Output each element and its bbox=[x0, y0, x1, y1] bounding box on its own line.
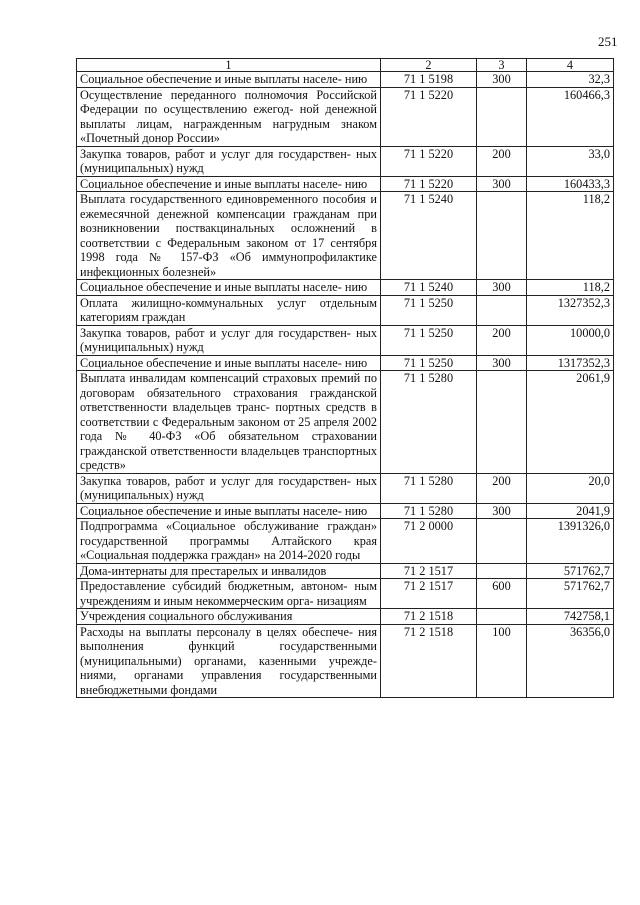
row-name: Оплата жилищно-коммунальных услуг отдельным категориям граждан bbox=[77, 295, 381, 325]
table-row bbox=[77, 371, 614, 474]
row-code: 71 1 5240 bbox=[381, 280, 477, 296]
row-name: Выплата государственного единовременного пособия и ежемесячной денежной компенсации гражданам при возникновении поствакцинальных осложнений в соответствии с Федеральным законом от 17 сентября 1998 года № 157-ФЗ «Об иммунопрофилактике инфекционных болезней» bbox=[77, 192, 381, 280]
row-expense-type bbox=[477, 609, 527, 625]
row-expense-type: 600 bbox=[477, 579, 527, 609]
table-row bbox=[77, 609, 614, 625]
header-col-1: 1 bbox=[77, 59, 381, 72]
table-row bbox=[77, 579, 614, 609]
row-expense-type bbox=[477, 192, 527, 280]
row-sum: 32,3 bbox=[527, 72, 614, 88]
row-code: 71 1 5220 bbox=[381, 146, 477, 176]
row-expense-type bbox=[477, 371, 527, 474]
budget-table bbox=[76, 58, 614, 698]
row-expense-type: 300 bbox=[477, 355, 527, 371]
row-sum: 10000,0 bbox=[527, 325, 614, 355]
row-sum: 2041,9 bbox=[527, 503, 614, 519]
row-sum: 20,0 bbox=[527, 473, 614, 503]
row-name: Социальное обеспечение и иные выплаты населе- нию bbox=[77, 503, 381, 519]
row-sum: 1327352,3 bbox=[527, 295, 614, 325]
table-row bbox=[77, 624, 614, 698]
row-code: 71 1 5280 bbox=[381, 473, 477, 503]
row-name: Дома-интернаты для престарелых и инвалидов bbox=[77, 563, 381, 579]
row-expense-type bbox=[477, 563, 527, 579]
row-code: 71 2 1517 bbox=[381, 563, 477, 579]
row-sum: 36356,0 bbox=[527, 624, 614, 698]
header-col-4: 4 bbox=[527, 59, 614, 72]
row-name: Расходы на выплаты персоналу в целях обеспече- ния выполнения функций государственными (муниципальными) органами, казенными учрежде- ниями, органами управления государственными внебюджетными фондами bbox=[77, 624, 381, 698]
row-expense-type: 300 bbox=[477, 280, 527, 296]
table-row bbox=[77, 146, 614, 176]
row-name: Социальное обеспечение и иные выплаты населе- нию bbox=[77, 280, 381, 296]
row-expense-type: 200 bbox=[477, 146, 527, 176]
row-sum: 1317352,3 bbox=[527, 355, 614, 371]
row-code: 71 1 5220 bbox=[381, 176, 477, 192]
row-name: Предоставление субсидий бюджетным, автоном- ным учреждениям и иным некоммерческим орга- низациям bbox=[77, 579, 381, 609]
table-row bbox=[77, 72, 614, 88]
row-expense-type bbox=[477, 295, 527, 325]
row-code: 71 1 5250 bbox=[381, 355, 477, 371]
row-sum: 160433,3 bbox=[527, 176, 614, 192]
row-code: 71 1 5250 bbox=[381, 295, 477, 325]
table-row bbox=[77, 280, 614, 296]
page-number: 251 bbox=[598, 34, 618, 49]
row-code: 71 1 5240 bbox=[381, 192, 477, 280]
row-name: Учреждения социального обслуживания bbox=[77, 609, 381, 625]
table-row bbox=[77, 503, 614, 519]
row-expense-type bbox=[477, 519, 527, 564]
table-row bbox=[77, 473, 614, 503]
header-row bbox=[77, 59, 614, 72]
header-col-2: 2 bbox=[381, 59, 477, 72]
row-expense-type: 200 bbox=[477, 473, 527, 503]
table-row bbox=[77, 563, 614, 579]
table-row bbox=[77, 87, 614, 146]
row-name: Осуществление переданного полномочия Российской Федерации по осуществлению ежегод- ной денежной выплаты лицам, награжденным нагрудным знаком «Почетный донор России» bbox=[77, 87, 381, 146]
row-name: Социальное обеспечение и иные выплаты населе- нию bbox=[77, 176, 381, 192]
table-row bbox=[77, 192, 614, 280]
row-code: 71 2 1518 bbox=[381, 609, 477, 625]
row-expense-type: 200 bbox=[477, 325, 527, 355]
row-sum: 118,2 bbox=[527, 192, 614, 280]
table-row bbox=[77, 295, 614, 325]
row-name: Закупка товаров, работ и услуг для государствен- ных (муниципальных) нужд bbox=[77, 325, 381, 355]
row-name: Закупка товаров, работ и услуг для государствен- ных (муниципальных) нужд bbox=[77, 146, 381, 176]
row-sum: 160466,3 bbox=[527, 87, 614, 146]
row-sum: 571762,7 bbox=[527, 563, 614, 579]
row-code: 71 1 5198 bbox=[381, 72, 477, 88]
table-row bbox=[77, 519, 614, 564]
row-name: Закупка товаров, работ и услуг для государствен- ных (муниципальных) нужд bbox=[77, 473, 381, 503]
row-expense-type bbox=[477, 87, 527, 146]
row-code: 71 1 5280 bbox=[381, 503, 477, 519]
table-row bbox=[77, 176, 614, 192]
row-sum: 118,2 bbox=[527, 280, 614, 296]
row-sum: 1391326,0 bbox=[527, 519, 614, 564]
row-sum: 33,0 bbox=[527, 146, 614, 176]
row-expense-type: 100 bbox=[477, 624, 527, 698]
row-name: Социальное обеспечение и иные выплаты населе- нию bbox=[77, 72, 381, 88]
row-name: Подпрограмма «Социальное обслуживание граждан» государственной программы Алтайского края «Социальная поддержка граждан» на 2014-2020 годы bbox=[77, 519, 381, 564]
row-expense-type: 300 bbox=[477, 176, 527, 192]
row-sum: 742758,1 bbox=[527, 609, 614, 625]
row-code: 71 2 0000 bbox=[381, 519, 477, 564]
row-code: 71 2 1518 bbox=[381, 624, 477, 698]
row-code: 71 1 5220 bbox=[381, 87, 477, 146]
row-name: Социальное обеспечение и иные выплаты населе- нию bbox=[77, 355, 381, 371]
table-row bbox=[77, 325, 614, 355]
row-sum: 2061,9 bbox=[527, 371, 614, 474]
header-col-3: 3 bbox=[477, 59, 527, 72]
row-expense-type: 300 bbox=[477, 72, 527, 88]
row-name: Выплата инвалидам компенсаций страховых премий по договорам обязательного страхования гражданской ответственности владельцев транс- портных средств в соответствии с Федеральным законом от 25 апреля 2002 года № 40-ФЗ «Об обязательном страховании гражданской ответственности владельцев транспортных средств» bbox=[77, 371, 381, 474]
row-code: 71 1 5280 bbox=[381, 371, 477, 474]
table-row bbox=[77, 355, 614, 371]
row-code: 71 2 1517 bbox=[381, 579, 477, 609]
row-expense-type: 300 bbox=[477, 503, 527, 519]
row-code: 71 1 5250 bbox=[381, 325, 477, 355]
row-sum: 571762,7 bbox=[527, 579, 614, 609]
